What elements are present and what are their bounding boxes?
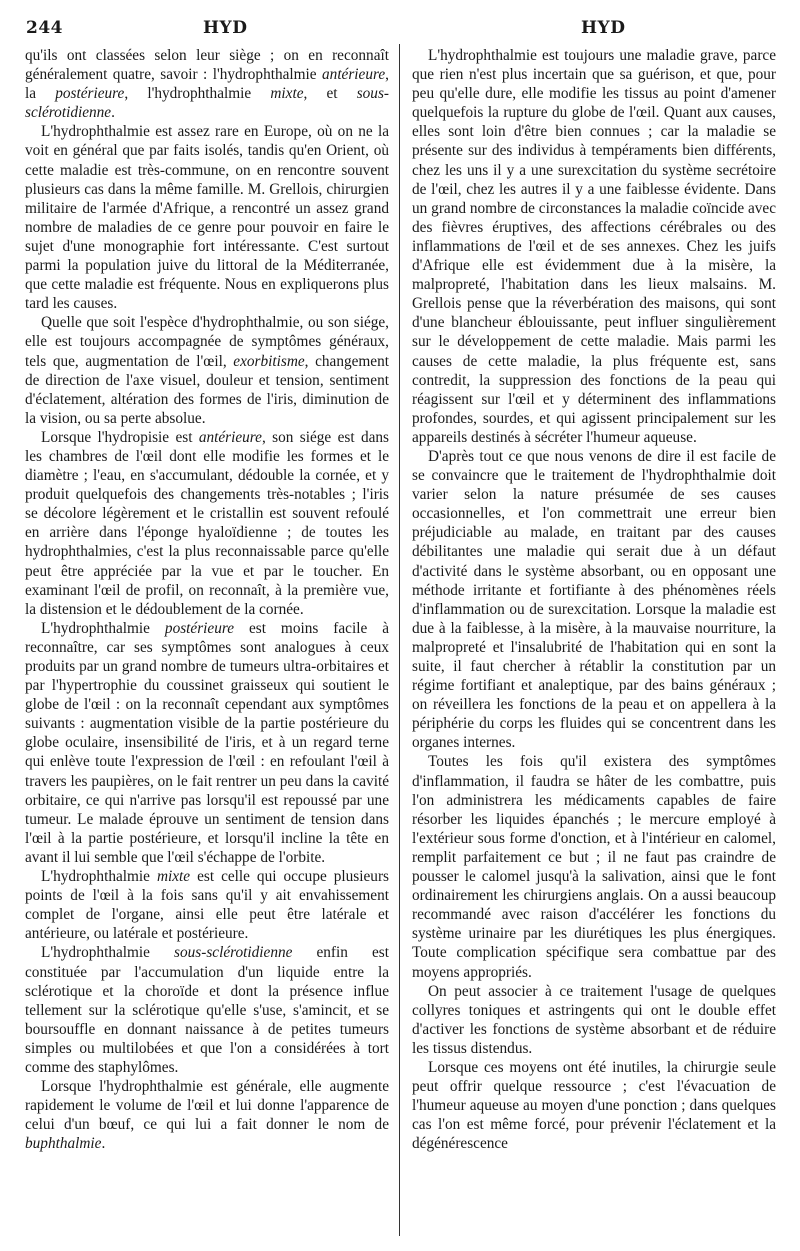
italic-term: sous-sclérotidienne — [25, 85, 389, 122]
paragraph — [25, 313, 389, 428]
text-run: L'hydrophthalmie — [41, 619, 165, 637]
running-head-left: HYD — [203, 18, 248, 38]
text-run: , changement de direction de l'axe visuel, douleur et tension, sentiment d'éclatement, altération des formes de l'iris, diminution de la vision, ou sa perte absolue. — [25, 352, 389, 427]
italic-term: antérieure — [198, 428, 262, 446]
paragraph — [412, 752, 776, 981]
paragraph — [412, 447, 776, 753]
text-run: , l'hydrophthalmie — [124, 85, 271, 103]
paragraph — [412, 46, 776, 447]
text-run: est moins facile à reconnaître, car ses symptômes sont analogues à ceux produits par un grand nombre de tumeurs ultra-orbitaires et par l'hypertrophie du coussinet graisseux qui soutient le globe de l'œil : on la reconnaît cependant aux symptômes suivants : augmentation visible de la partie postérieure du globe oculaire, insensibilité de l'iris, et à un regard terne qui enlève toute l'expression de l'œil : en refoulant l'œil à travers les paupières, on le fait rentrer un peu dans la cavité orbitaire, ce qui n'arrive pas lorsqu'il est repoussé par une tumeur. Le malade éprouve un sentiment de tension dans l'œil à la partie postérieure, et lorsqu'il incline la tête en avant il lui semble que l'œil s'échappe de l'orbite. — [25, 619, 389, 866]
paragraph — [25, 619, 389, 867]
text-run: , son siége est dans les chambres de l'œil dont elle modifie les formes et le diamètre ; l'eau, en s'accumulant, dédouble la cornée, et y produit quelquefois des changements très-notables ; l'iris se décolore légèrement et le cristallin est souvent refoulé en arrière dans l'éponge hyaloïdienne ; de toutes les hydrophthalmies, c'est la plus reconnaissable parce qu'elle peut être appréciée par la vue et par le toucher. En examinant l'œil de profil, on reconnaît, à la première vue, la distension et le dédoublement de la cornée. — [25, 428, 389, 618]
paragraph — [412, 1058, 776, 1153]
right-column — [412, 46, 776, 1153]
left-column — [25, 46, 389, 1153]
text-run: , la — [25, 66, 389, 103]
italic-term: sous-sclérotidienne — [174, 944, 293, 962]
running-header — [26, 18, 776, 40]
running-head-right: HYD — [581, 18, 626, 38]
column-divider — [399, 44, 400, 1236]
paragraph — [25, 428, 389, 619]
text-run: , et — [303, 85, 357, 103]
text-run: . — [111, 104, 115, 122]
italic-term: mixte — [270, 85, 304, 103]
text-run: Lorsque l'hydrophthalmie est générale, elle augmente rapidement le volume de l'œil et lui donne l'apparence de celui d'un bœuf, ce qui lui a fait donner le nom de — [25, 1078, 389, 1134]
text-run: . — [101, 1135, 106, 1153]
page-number: 244 — [26, 18, 63, 38]
text-run: est celle qui occupe plusieurs points de l'œil à la fois sans qu'il y ait envahissement complet de l'organe, ainsi elle peut être latérale et antérieure, ou latérale et postérieure. — [25, 868, 389, 943]
text-run: Lorsque ces moyens ont été inutiles, la chirurgie seule peut offrir quelque ressource ; c'est l'évacuation de l'humeur aqueuse au moyen d'une ponction ; dans quelques cas l'on est même forcé, pour prévenir l'éclatement et la dégénérescence — [412, 1058, 776, 1153]
text-run: D'après tout ce que nous venons de dire il est facile de se convaincre que le traitement de l'hydrophthalmie doit varier selon la nature présumée de ses causes occasionnelles, et l'on commettrait une erreur bien préjudiciable au malade, en traitant par des causes débilitantes une maladie qui serait due à un défaut d'activité dans le système absorbant, ou en opposant une méthode irritante et fortifiante à des phénomènes réels d'inflammation ou de surexcitation. Lorsque la maladie est due à la faiblesse, à la misère, à la mauvaise nourriture, la malpropreté et l'insalubrité de l'habitation qui en sont la suite, il faut chercher à rétablir la constitution par un régime fortifiant et analeptique, par des bains généraux ; on réveillera les fonctions de la peau et on appellera à la périphérie du corps les fluides qui se concentrent dans les organes internes. — [412, 447, 776, 752]
italic-term: antérieure — [322, 66, 386, 84]
text-run: L'hydrophthalmie est assez rare en Europe, où on ne la voit en général que par faits isolés, tandis qu'en Orient, où cette maladie est très-commune, on en rencontre souvent plusieurs cas dans la même famille. M. Grellois, chirurgien militaire de l'armée d'Afrique, a rencontré un assez grand nombre de maladies de ce genre pour pouvoir en faire le sujet d'une monographie fort intéressante. C'est surtout parmi la population juive du littoral de la Méditerranée, que cette maladie est fréquente. Nous en expliquerons plus tard les causes. — [25, 123, 389, 313]
paragraph — [25, 867, 389, 943]
italic-term: buphthalmie — [25, 1135, 102, 1153]
text-run: L'hydrophthalmie est toujours une maladie grave, parce que rien n'est plus incertain que sa guérison, et que, pour peu qu'elle dure, elle modifie les tissus au point d'amener quelquefois la rupture du globe de l'œil. Quant aux causes, elles sont loin d'être bien connues ; car la maladie se présente sur des individus à tempéraments bien différents, chez les uns il y a une surexcitation du système secrétoire de l'œil, chez les autres il y a une faiblesse évidente. Dans un grand nombre de circonstances la maladie coïncide avec des fièvres éruptives, des affections cérébrales ou des inflammations de l'œil et de ses annexes. Chez les juifs d'Afrique elle est évidemment due à la misère, la malpropreté, l'habitation dans les lieux malsains. M. Grellois pense que la réverbération des maisons, qui sont d'une blancheur éblouissante, peut influer singulièrement sur le développement de cette maladie. Mais parmi les causes de cette maladie, la plus fréquente est, sans contredit, la suppression des fonctions de la peau qui réagissent sur l'œil et y déterminent des inflammations profondes, sourdes, et qui agissent principalement sur les appareils destinés à sécréter l'humeur aqueuse. — [412, 47, 776, 446]
text-run: Toutes les fois qu'il existera des symptômes d'inflammation, il faudra se hâter de les combattre, puis l'on administrera les médicaments capables de faire résorber les liquides épanchés ; le mercure employé à l'extérieur sous forme d'onction, et à l'intérieur en calomel, remplit parfaitement ce but ; il ne faut pas craindre de pousser le calomel jusqu'à la salivation, ainsi que le font ordinairement les chirurgiens anglais. On a aussi beaucoup recommandé avec raison d'accélérer les fonctions du système urinaire par les diurétiques les plus énergiques. Toute complication spécifique sera combattue par des moyens appropriés. — [412, 753, 776, 981]
italic-term: postérieure — [55, 85, 125, 103]
paragraph — [25, 122, 389, 313]
italic-term: postérieure — [164, 619, 235, 637]
paragraph — [25, 46, 389, 122]
text-run: On peut associer à ce traitement l'usage de quelques collyres toniques et astringents qui ont le double effet d'activer les fonctions de système absorbant et de réduire les tissus distendus. — [412, 982, 776, 1057]
text-run: Quelle que soit l'espèce d'hydrophthalmie, ou son siége, elle est toujours accompagnée de symptômes généraux, tels que, augmentation de l'œil, — [25, 314, 389, 370]
text-run: L'hydrophthalmie — [41, 868, 157, 886]
text-run: Lorsque l'hydropisie est — [41, 428, 199, 446]
text-run: L'hydrophthalmie — [41, 944, 175, 962]
italic-term: mixte — [156, 868, 191, 886]
text-run: qu'ils ont classées selon leur siège ; on en reconnaît généralement quatre, savoir : l'hydrophthalmie — [25, 47, 389, 84]
text-run: enfin est constituée par l'accumulation d'un liquide entre la sclérotique et la choroïde et dont la présence influe tellement sur la sclérotique qu'elle s'use, s'amincit, et se boursouffle en donnant naissance à de petites tumeurs simples ou multilobées et que l'on a considérées à tort comme des staphylômes. — [25, 944, 389, 1076]
paragraph — [25, 1077, 389, 1153]
paragraph — [412, 982, 776, 1058]
italic-term: exorbitisme — [233, 352, 305, 370]
paragraph — [25, 943, 389, 1077]
